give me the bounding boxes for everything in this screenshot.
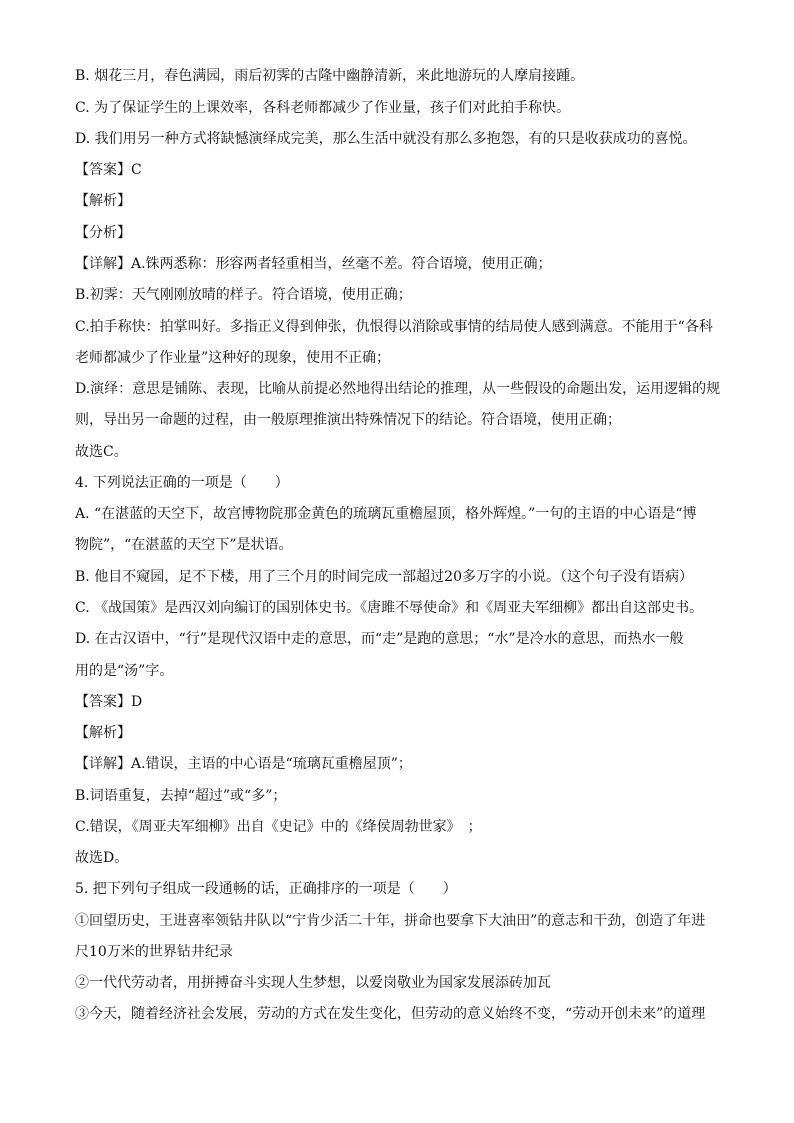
analysis-label-q3: 【解析】: [75, 193, 131, 209]
answer-label-q3: 【答案】C: [75, 162, 142, 178]
question-4-stem: 4. 下列说法正确的一项是（ ）: [75, 475, 289, 491]
q4-option-d-part1: D. 在古汉语中，“行”是现代汉语中走的意思，而“走”是跑的意思；“水”是冷水的意思，而热水一般: [75, 631, 684, 647]
question-5-stem: 5. 把下列句子组成一段通畅的话，正确排序的一项是（ ）: [75, 881, 457, 897]
detail-line-a: 【详解】A.铢两悉称：形容两者轻重相当，丝毫不差。符合语境，使用正确；: [75, 256, 552, 272]
q4-detail-b: B.词语重复，去掉“超过”或“多”；: [75, 788, 287, 804]
detail-line-c-part1: C.拍手称快：拍掌叫好。多指正义得到伸张，仇恨得以消除或事情的结局使人感到满意。不能用于“各科: [75, 319, 713, 335]
choice-line-q4: 故选D。: [75, 850, 129, 866]
answer-label-q4: 【答案】D: [75, 694, 143, 710]
q4-option-b: B. 他目不窥园，足不下楼，用了三个月的时间完成一部超过20多万字的小说。（这个句子没有语病）: [75, 569, 694, 585]
text-line-option-d: D. 我们用另一种方式将缺憾演绎成完美，那么生活中就没有那么多抱怨，有的只是收获成功的喜悦。: [75, 131, 697, 147]
q4-option-d-part2: 用的是“汤”字。: [75, 663, 174, 679]
q5-sentence-1-part1: ①回望历史，王进喜率领钻井队以“宁肯少活二十年，拼命也要拿下大油田”的意志和干劲，创造了年进: [75, 913, 706, 929]
choice-line-q3: 故选C。: [75, 444, 128, 460]
text-line-option-b: B. 烟花三月，春色满园，雨后初霁的古隆中幽静清新，来此地游玩的人摩肩接踵。: [75, 68, 585, 84]
q5-sentence-1-part2: 尺10万米的世界钻井纪录: [75, 944, 233, 960]
detail-line-c-part2: 老师都减少了作业量”这种好的现象，使用不正确；: [75, 350, 391, 366]
q4-detail-a: 【详解】A.错误，主语的中心语是“琉璃瓦重檐屋顶”；: [75, 756, 412, 772]
q4-detail-c: C.错误，《周亚夫军细柳》出自《史记》中的《绛侯周勃世家》 ；: [75, 819, 482, 835]
detail-line-d-part2: 则，导出另一命题的过程，由一般原理推演出特殊情况下的结论。符合语境，使用正确；: [75, 412, 621, 428]
q4-option-a-part1: A. “在湛蓝的天空下，故宫博物院那金黄色的琉璃瓦重檐屋顶，格外辉煌。”一句的主语的中心语是“博: [75, 506, 697, 522]
text-line-option-c: C. 为了保证学生的上课效率，各科老师都减少了作业量，孩子们对此拍手称快。: [75, 100, 571, 116]
q4-option-c: C. 《战国策》是西汉刘向编订的国别体史书。《唐雎不辱使命》和《周亚夫军细柳》都出自这部史书。: [75, 600, 704, 616]
q5-sentence-3: ③今天，随着经济社会发展，劳动的方式在发生变化，但劳动的意义始终不变，“劳动开创未来”的道理: [75, 1006, 706, 1022]
fenxi-label-q3: 【分析】: [75, 225, 131, 241]
q4-option-a-part2: 物院”，“在湛蓝的天空下”是状语。: [75, 537, 293, 553]
detail-line-d-part1: D.演绎：意思是铺陈、表现，比喻从前提必然地得出结论的推理，从一些假设的命题出发，运用逻辑的规: [75, 381, 721, 397]
detail-line-b: B.初霁：天气刚刚放晴的样子。符合语境，使用正确；: [75, 287, 412, 303]
q5-sentence-2: ②一代代劳动者，用拼搏奋斗实现人生梦想，以爱岗敬业为国家发展添砖加瓦: [75, 975, 551, 991]
analysis-label-q4: 【解析】: [75, 725, 131, 741]
